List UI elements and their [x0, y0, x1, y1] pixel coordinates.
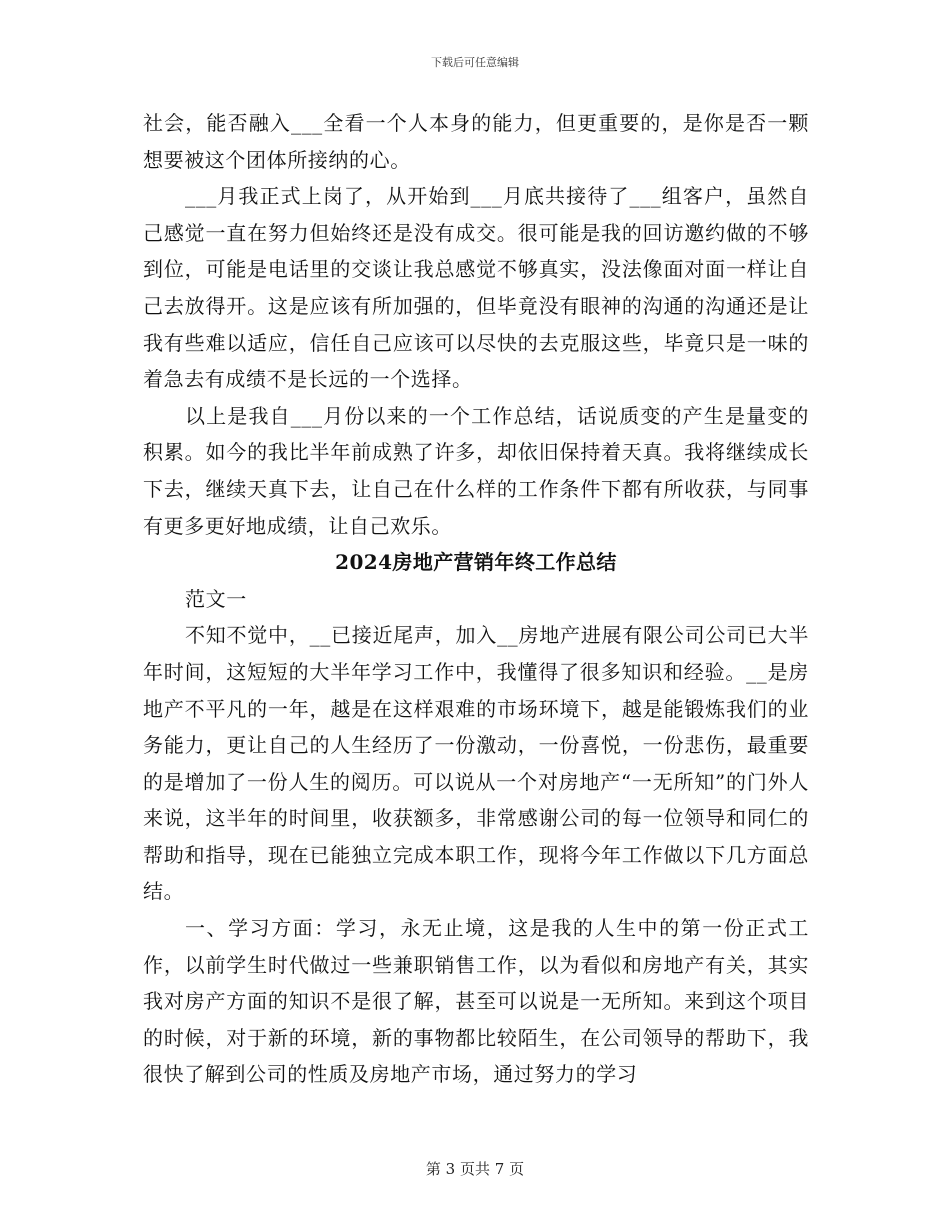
paragraph-learning: 一、学习方面：学习，永无止境，这是我的人生中的第一份正式工作，以前学生时代做过一些兼职销售工作，以为看似和房地产有关，其实我对房产方面的知识不是很了解，甚至可以说是一无所知。来到这个项目的时候，对于新的环境，新的事物都比较陌生，在公司领导的帮助下，我很快了解到公司的性质及房地产市场，通过努力的学习 [143, 916, 809, 1087]
sample-label: 范文一 [185, 586, 247, 611]
paragraph-continuation: 社会，能否融入___全看一个人本身的能力，但更重要的，是你是否一颗想要被这个团体所接纳的心。 [143, 111, 809, 172]
page-header: 下载后可任意编辑 [431, 56, 519, 69]
paragraph-intro: 不知不觉中，__已接近尾声，加入__房地产进展有限公司公司已大半年时间，这短短的大半年学习工作中，我懂得了很多知识和经验。__是房地产不平凡的一年，越是在这样艰难的市场环境下，越是能锻炼我们的业务能力，更让自己的人生经历了一份激动，一份喜悦，一份悲伤，最重要的是增加了一份人生的阅历。可以说从一个对房地产“一无所知”的门外人来说，这半年的时间里，收获额多，非常感谢公司的每一位领导和同仁的帮助和指导，现在已能独立完成本职工作，现将今年工作做以下几方面总结。 [143, 623, 809, 904]
paragraph-summary: 以上是我自___月份以来的一个工作总结，话说质变的产生是量变的积累。如今的我比半年前成熟了许多，却依旧保持着天真。我将继续成长下去，继续天真下去，让自己在什么样的工作条件下都有所收获，与同事有更多更好地成绩，让自己欢乐。 [143, 403, 809, 538]
page-footer: 第 3 页共 7 页 [425, 1160, 525, 1178]
paragraph-onboarding: ___月我正式上岗了，从开始到___月底共接待了___组客户，虽然自己感觉一直在努力但始终还是没有成交。很可能是我的回访邀约做的不够到位，可能是电话里的交谈让我总感觉不够真实，没法像面对面一样让自己去放得开。这是应该有所加强的，但毕竟没有眼神的沟通的沟通还是让我有些难以适应，信任自己应该可以尽快的去克服这些，毕竟只是一味的着急去有成绩不是长远的一个选择。 [143, 184, 809, 392]
document-body [143, 105, 809, 1093]
section-title: 2024房地产营销年终工作总结 [335, 550, 617, 575]
